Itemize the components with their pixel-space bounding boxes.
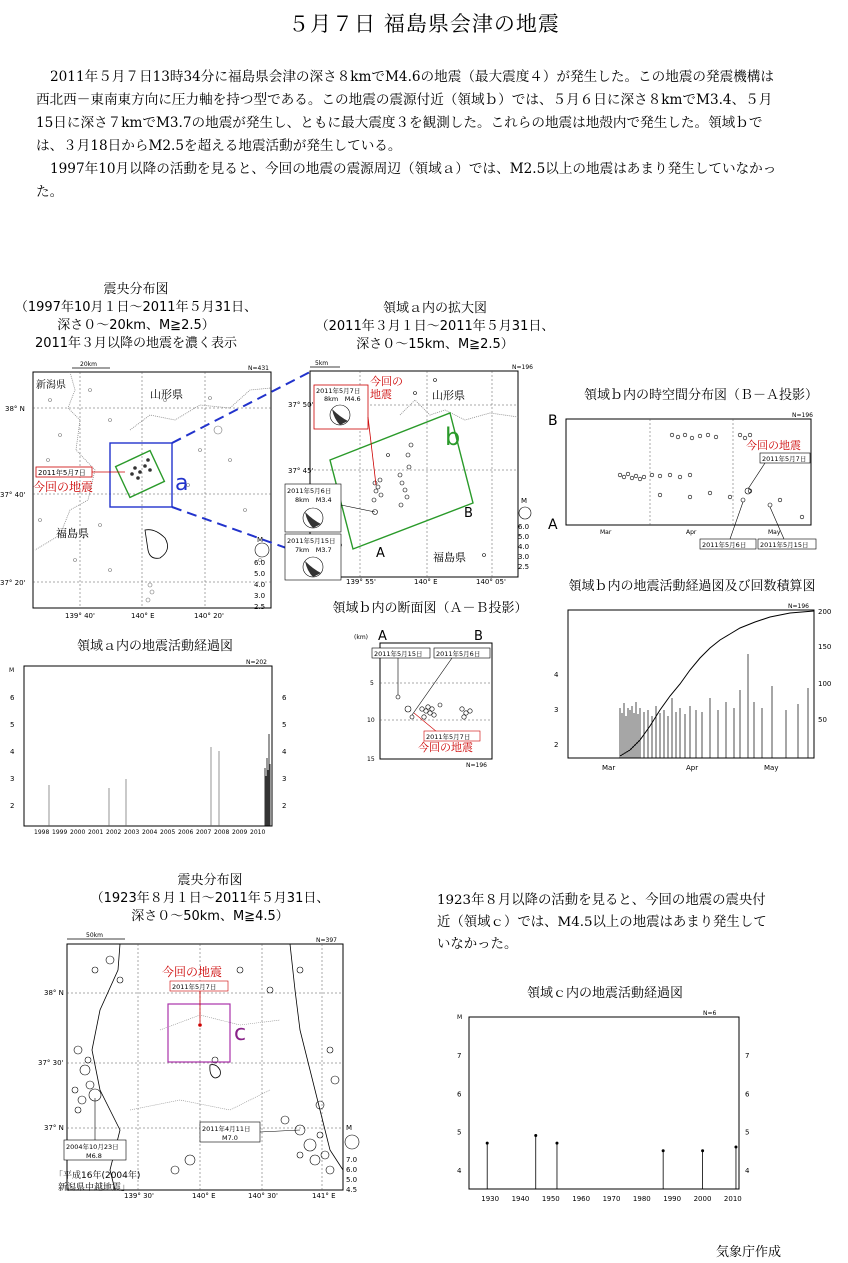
cross-note1: 2011年5月15日 (374, 650, 423, 658)
map3-event-label: 今回の地震 (162, 965, 223, 979)
activity-a-chart (0, 658, 300, 838)
svg-text:2001: 2001 (88, 829, 104, 836)
map1-pref-fukushima: 福島県 (56, 527, 89, 540)
svg-text:140° 20': 140° 20' (194, 612, 224, 620)
map3-note-2004-mag: M6.8 (86, 1152, 102, 1160)
svg-text:2000: 2000 (70, 829, 86, 836)
activity-c-year-label: 1990 (663, 1195, 682, 1203)
svg-text:Mar: Mar (600, 529, 612, 536)
cross-count: N=196 (466, 762, 487, 769)
activity-c-mag-tick: 6 (457, 1090, 462, 1099)
map2-mech2-info: 8km M3.4 (295, 496, 332, 504)
svg-text:6: 6 (10, 694, 15, 702)
activity-c-mag-tick: 4 (457, 1166, 462, 1175)
intro-paragraph-1: 2011年５月７日13時34分に福島県会津の深さ８kmでM4.6の地震（最大震度４）が発生した。この地震の発震機構は西北西－東南東方向に圧力軸を持つ型である。この地震の震源付近（領域ｂ）では、５月６日に深さ８kmでM3.4、５月15日に深さ７kmでM3.7の地震が発生し、ともに最大震度３を観測した。これらの地震は地殻内で発生した。領域ｂでは、３月18日からM2.5を超える地震活動が発生している。 (36, 69, 774, 154)
activity-c-mag-tick: 7 (457, 1052, 462, 1061)
map3-note-2011-mag: M7.0 (222, 1134, 238, 1142)
svg-text:4: 4 (10, 748, 15, 756)
cross-label-A: A (378, 629, 387, 644)
page-title: ５月７日 福島県会津の地震 (288, 12, 560, 36)
activity-c-caption: 領域ｃ内の地震活動経過図 (526, 986, 683, 1001)
svg-text:5: 5 (282, 721, 287, 729)
svg-text:Apr: Apr (686, 764, 699, 772)
activity-c-mag-tick: 6 (745, 1090, 750, 1099)
spacetime-label-A: A (548, 517, 558, 533)
map3-caption: 震央分布図 （1923年８月１日～2011年５月31日、 深さ０～50km、M≧4.5） (90, 873, 330, 924)
svg-text:6.0: 6.0 (254, 559, 266, 567)
svg-text:140° E: 140° E (414, 578, 438, 585)
map2-label-B: B (464, 506, 473, 521)
spacetime-count: N=196 (792, 412, 813, 419)
svg-text:6.0: 6.0 (518, 523, 530, 531)
cumulative-caption: 領域ｂ内の地震活動経過図及び回数積算図 (568, 579, 816, 594)
svg-text:4: 4 (282, 748, 287, 756)
svg-text:5: 5 (370, 680, 374, 687)
svg-text:2008: 2008 (214, 829, 230, 836)
map2-event-label-1: 今回の (370, 375, 403, 388)
svg-text:100: 100 (818, 680, 832, 688)
svg-text:Mar: Mar (602, 764, 616, 772)
svg-text:(km): (km) (354, 634, 369, 641)
svg-text:4.0: 4.0 (254, 581, 266, 589)
activity-c-count: N=6 (703, 1010, 717, 1017)
svg-text:3: 3 (282, 775, 287, 783)
map2-mech3-info: 7km M3.7 (295, 546, 332, 554)
map1-count: N=431 (248, 365, 269, 372)
zoom-connectors (0, 360, 320, 580)
svg-text:2003: 2003 (124, 829, 140, 836)
map2-event-label-2: 地震 (370, 388, 392, 401)
svg-text:May: May (768, 529, 781, 536)
spacetime-label-B: B (548, 413, 558, 429)
svg-text:1999: 1999 (52, 829, 68, 836)
map1-pref-niigata: 新潟県 (36, 380, 66, 391)
cumulative-count: N=196 (788, 603, 809, 610)
map2-zoom-map (280, 355, 540, 585)
svg-text:6.0: 6.0 (346, 1166, 358, 1174)
map1-scale: 20km (80, 361, 97, 368)
svg-text:141° E: 141° E (312, 1192, 336, 1200)
map2-mech1-date: 2011年5月7日 (316, 387, 361, 395)
map1-region-a-label: a (175, 471, 189, 496)
intro-text (36, 66, 786, 204)
spacetime-plot (540, 405, 840, 555)
svg-text:2.5: 2.5 (518, 563, 530, 571)
svg-text:150: 150 (818, 643, 832, 651)
activity-c-year-label: 1980 (632, 1195, 651, 1203)
map2-region-b-label: b (445, 423, 461, 451)
map2-scale: 5km (315, 360, 329, 367)
map2-mech2-date: 2011年5月6日 (287, 487, 332, 495)
map3-scale: 50km (86, 932, 103, 939)
spacetime-note2: 2011年5月15日 (760, 541, 809, 549)
svg-text:37° 30': 37° 30' (38, 1059, 64, 1067)
map1-event-label: 今回の地震 (33, 480, 94, 494)
svg-text:6: 6 (282, 694, 287, 702)
spacetime-event-label: 今回の地震 (746, 439, 801, 452)
activity-c-mag-tick: 5 (745, 1128, 750, 1137)
svg-text:4: 4 (554, 671, 559, 679)
svg-text:140° E: 140° E (192, 1192, 216, 1200)
svg-text:4.0: 4.0 (518, 543, 530, 551)
svg-text:2010: 2010 (250, 829, 266, 836)
svg-text:139° 55': 139° 55' (346, 578, 376, 585)
svg-text:50: 50 (818, 716, 827, 724)
svg-text:M: M (9, 667, 15, 674)
svg-text:37° N: 37° N (44, 1124, 64, 1132)
map3-region-c-label: c (234, 1021, 247, 1046)
map3-note-2011-date: 2011年4月11日 (202, 1125, 251, 1133)
map2-pref-yamagata: 山形県 (432, 389, 465, 402)
svg-text:4.5: 4.5 (346, 1186, 358, 1194)
activity-c-event-point (662, 1149, 665, 1152)
region-c-text: 1923年８月以降の活動を見ると、今回の地震の震央付近（領域ｃ）では、M4.5以上の地震はあまり発生していなかった。 (437, 893, 767, 952)
svg-text:2: 2 (282, 802, 287, 810)
map2-mech1-info: 8km M4.6 (324, 395, 361, 403)
svg-text:140° 05': 140° 05' (476, 578, 506, 585)
svg-text:2.5: 2.5 (254, 603, 266, 611)
svg-text:M: M (457, 1014, 463, 1021)
spacetime-event-date: 2011年5月7日 (762, 455, 807, 463)
activity-c-event-point (486, 1142, 489, 1145)
map2-pref-fukushima: 福島県 (433, 551, 466, 564)
activity-c-year-label: 1960 (572, 1195, 591, 1203)
spacetime-caption: 領域ｂ内の時空間分布図（Ｂ－Ａ投影） (583, 388, 818, 403)
svg-text:2: 2 (10, 802, 15, 810)
activity-a-count: N=202 (246, 659, 267, 666)
map3-chuetsu-1: 「平成16年(2004年) (54, 1171, 141, 1181)
spacetime-note1: 2011年5月6日 (702, 541, 747, 549)
svg-text:3.0: 3.0 (254, 592, 266, 600)
svg-text:2004: 2004 (142, 829, 158, 836)
activity-c-year-label: 1940 (511, 1195, 530, 1203)
svg-text:2009: 2009 (232, 829, 248, 836)
cross-label-B: B (474, 629, 483, 644)
svg-text:37° 40': 37° 40' (0, 491, 26, 499)
activity-c-mag-tick: 4 (745, 1166, 750, 1175)
activity-c-mag-tick: 5 (457, 1128, 462, 1137)
svg-text:37° 20': 37° 20' (0, 579, 26, 587)
svg-text:140° E: 140° E (131, 612, 155, 620)
activity-c-year-label: 2000 (693, 1195, 712, 1203)
map2-caption: 領域ａ内の拡大図 （2011年３月１日～2011年５月31日、 深さ０～15km、M≧2.5） (315, 301, 555, 352)
svg-text:15: 15 (367, 756, 375, 763)
svg-text:37° 45': 37° 45' (288, 467, 314, 475)
svg-text:M: M (257, 536, 264, 544)
svg-text:140° 30': 140° 30' (248, 1192, 278, 1200)
svg-text:10: 10 (367, 717, 375, 724)
activity-c-year-label: 1970 (602, 1195, 621, 1203)
cross-event-label: 今回の地震 (418, 741, 473, 754)
svg-text:38° N: 38° N (5, 405, 25, 413)
svg-text:2005: 2005 (160, 829, 176, 836)
activity-c-event-point (734, 1145, 737, 1148)
svg-text:3: 3 (554, 706, 559, 714)
svg-text:3: 3 (10, 775, 15, 783)
svg-text:3.0: 3.0 (518, 553, 530, 561)
map1-event-date: 2011年5月7日 (38, 469, 86, 477)
map2-label-A: A (376, 546, 385, 561)
map1-pref-yamagata: 山形県 (150, 388, 183, 401)
intro-paragraph-2: 1997年10月以降の活動を見ると、今回の地震の震源周辺（領域ａ）では、M2.5以上の地震はあまり発生していなかった。 (36, 161, 777, 200)
svg-text:200: 200 (818, 608, 832, 616)
svg-text:2002: 2002 (106, 829, 122, 836)
activity-c-year-label: 2010 (723, 1195, 742, 1203)
svg-text:2: 2 (554, 741, 559, 749)
svg-text:May: May (764, 764, 779, 772)
svg-text:38° N: 38° N (44, 989, 64, 997)
map3-note-2004-date: 2004年10月23日 (66, 1143, 119, 1151)
svg-text:2006: 2006 (178, 829, 194, 836)
svg-text:M: M (521, 497, 528, 505)
activity-c-event-point (555, 1142, 558, 1145)
activity-c-mag-tick: 7 (745, 1052, 750, 1061)
cross-section (352, 625, 497, 770)
svg-text:5.0: 5.0 (346, 1176, 358, 1184)
activity-c-year-label: 1930 (481, 1195, 500, 1203)
svg-text:5: 5 (10, 721, 15, 729)
map3-event-date: 2011年5月7日 (172, 983, 217, 991)
cumulative-chart (540, 598, 840, 778)
svg-text:5.0: 5.0 (254, 570, 266, 578)
svg-text:1998: 1998 (34, 829, 50, 836)
svg-text:139° 40': 139° 40' (65, 612, 95, 620)
map1-caption: 震央分布図 （1997年10月１日～2011年５月31日、 深さ０～20km、M≧2.5） 2011年３月以降の地震を濃く表示 (14, 282, 258, 351)
activity-a-caption: 領域ａ内の地震活動経過図 (76, 639, 233, 654)
map3-count: N=397 (316, 937, 337, 944)
svg-text:5.0: 5.0 (518, 533, 530, 541)
svg-text:Apr: Apr (686, 529, 697, 536)
activity-c-chart (445, 1005, 755, 1205)
svg-text:M: M (346, 1124, 353, 1132)
footer-credit: 気象庁作成 (716, 1245, 782, 1260)
map3-epicenter-map (0, 930, 365, 1200)
map3-chuetsu-2: 新潟県中越地震」 (58, 1183, 131, 1193)
svg-text:2007: 2007 (196, 829, 212, 836)
map2-count: N=196 (512, 364, 533, 371)
cross-note3: 2011年5月7日 (426, 733, 471, 741)
cross-note2: 2011年5月6日 (436, 650, 481, 658)
map2-mech3-date: 2011年5月15日 (287, 537, 336, 545)
activity-c-event-point (701, 1149, 704, 1152)
svg-text:7.0: 7.0 (346, 1156, 358, 1164)
activity-c-event-point (534, 1134, 537, 1137)
cross-caption: 領域ｂ内の断面図（Ａ－Ｂ投影） (332, 601, 528, 616)
activity-c-year-label: 1950 (541, 1195, 560, 1203)
svg-text:37° 50': 37° 50' (288, 401, 314, 409)
svg-text:139° 30': 139° 30' (124, 1192, 154, 1200)
